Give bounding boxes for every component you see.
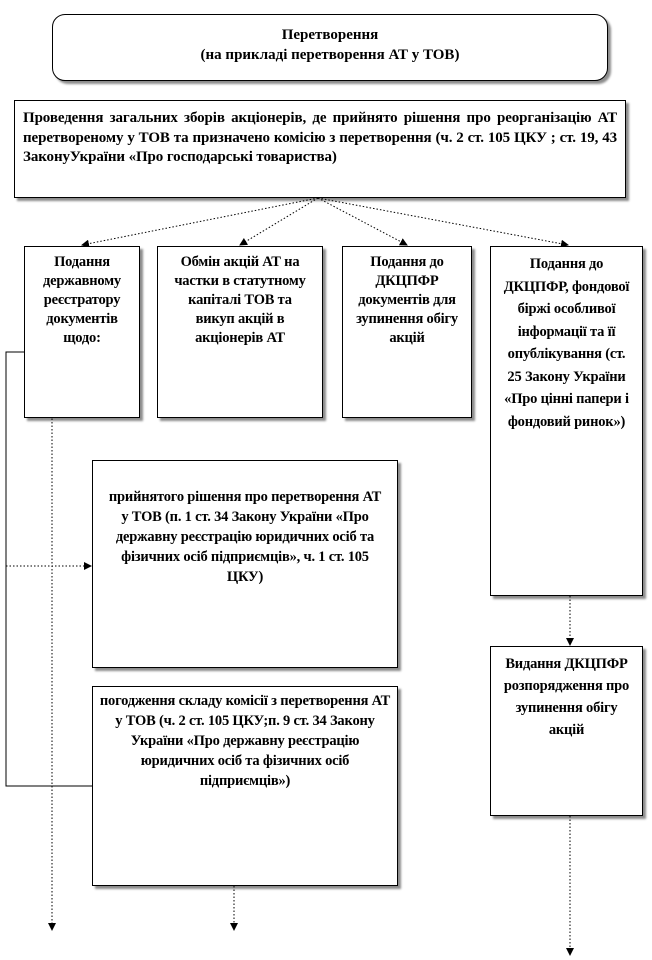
decision-box — [92, 460, 398, 668]
exchange-box — [157, 246, 323, 418]
arrow-meeting-to-dkcpfr-info — [318, 198, 568, 245]
title-box — [52, 14, 608, 81]
order-box — [490, 646, 643, 816]
commission-box — [92, 686, 398, 886]
exchange-text: Обмін акцій АТ на частки в статутному капіталі ТОВ та викуп акцій в акціонерів АТ — [174, 254, 306, 346]
arrow-meeting-to-exchange — [240, 198, 318, 245]
meeting-box — [14, 100, 626, 198]
registrar-text: Подання державному реєстратору документів щодо: — [43, 254, 121, 346]
title-text: Перетворення — [281, 27, 379, 43]
subtitle-text: (на прикладі перетворення АТ у ТОВ) — [200, 47, 460, 63]
meeting-text: Проведення загальних зборів акціонерів, де прийнято рішення про реорганізацію АТ перетвореному у ТОВ та призначено комісію з перетворення (ч. 2 ст. 105 ЦКУ ; ст. 19, 43 ЗаконуУкраїни «Про господарські товариства) — [23, 110, 617, 165]
dkcpfr-info-text: Подання до ДКЦПФР, фондової біржі особливої інформації та її опублікування (ст. 25 Закону України «Про цінні папери і фондовий ринок») — [503, 256, 630, 430]
dkcpfr-docs-box — [342, 246, 472, 418]
registrar-box — [24, 246, 140, 418]
dkcpfr-docs-text: Подання до ДКЦПФР документів для зупинення обігу акцій — [356, 254, 458, 346]
arrow-meeting-to-dkcpfr-docs — [318, 198, 407, 245]
dkcpfr-info-box — [490, 246, 643, 596]
arrow-meeting-to-registrar — [82, 198, 318, 245]
order-text: Видання ДКЦПФР розпорядження про зупинення обігу акцій — [503, 656, 630, 738]
decision-text: прийнятого рішення про перетворення АТ у ТОВ (п. 1 ст. 34 Закону України «Про державну реєстрацію юридичних осіб та фізичних осіб підприємців», ч. 1 ст. 105 ЦКУ) — [108, 489, 382, 585]
commission-text: погодження складу комісії з перетворення АТ у ТОВ (ч. 2 ст. 105 ЦКУ;п. 9 ст. 34 Закону України «Про державну реєстрацію юридичних осіб та фізичних осіб підприємців») — [99, 693, 391, 789]
